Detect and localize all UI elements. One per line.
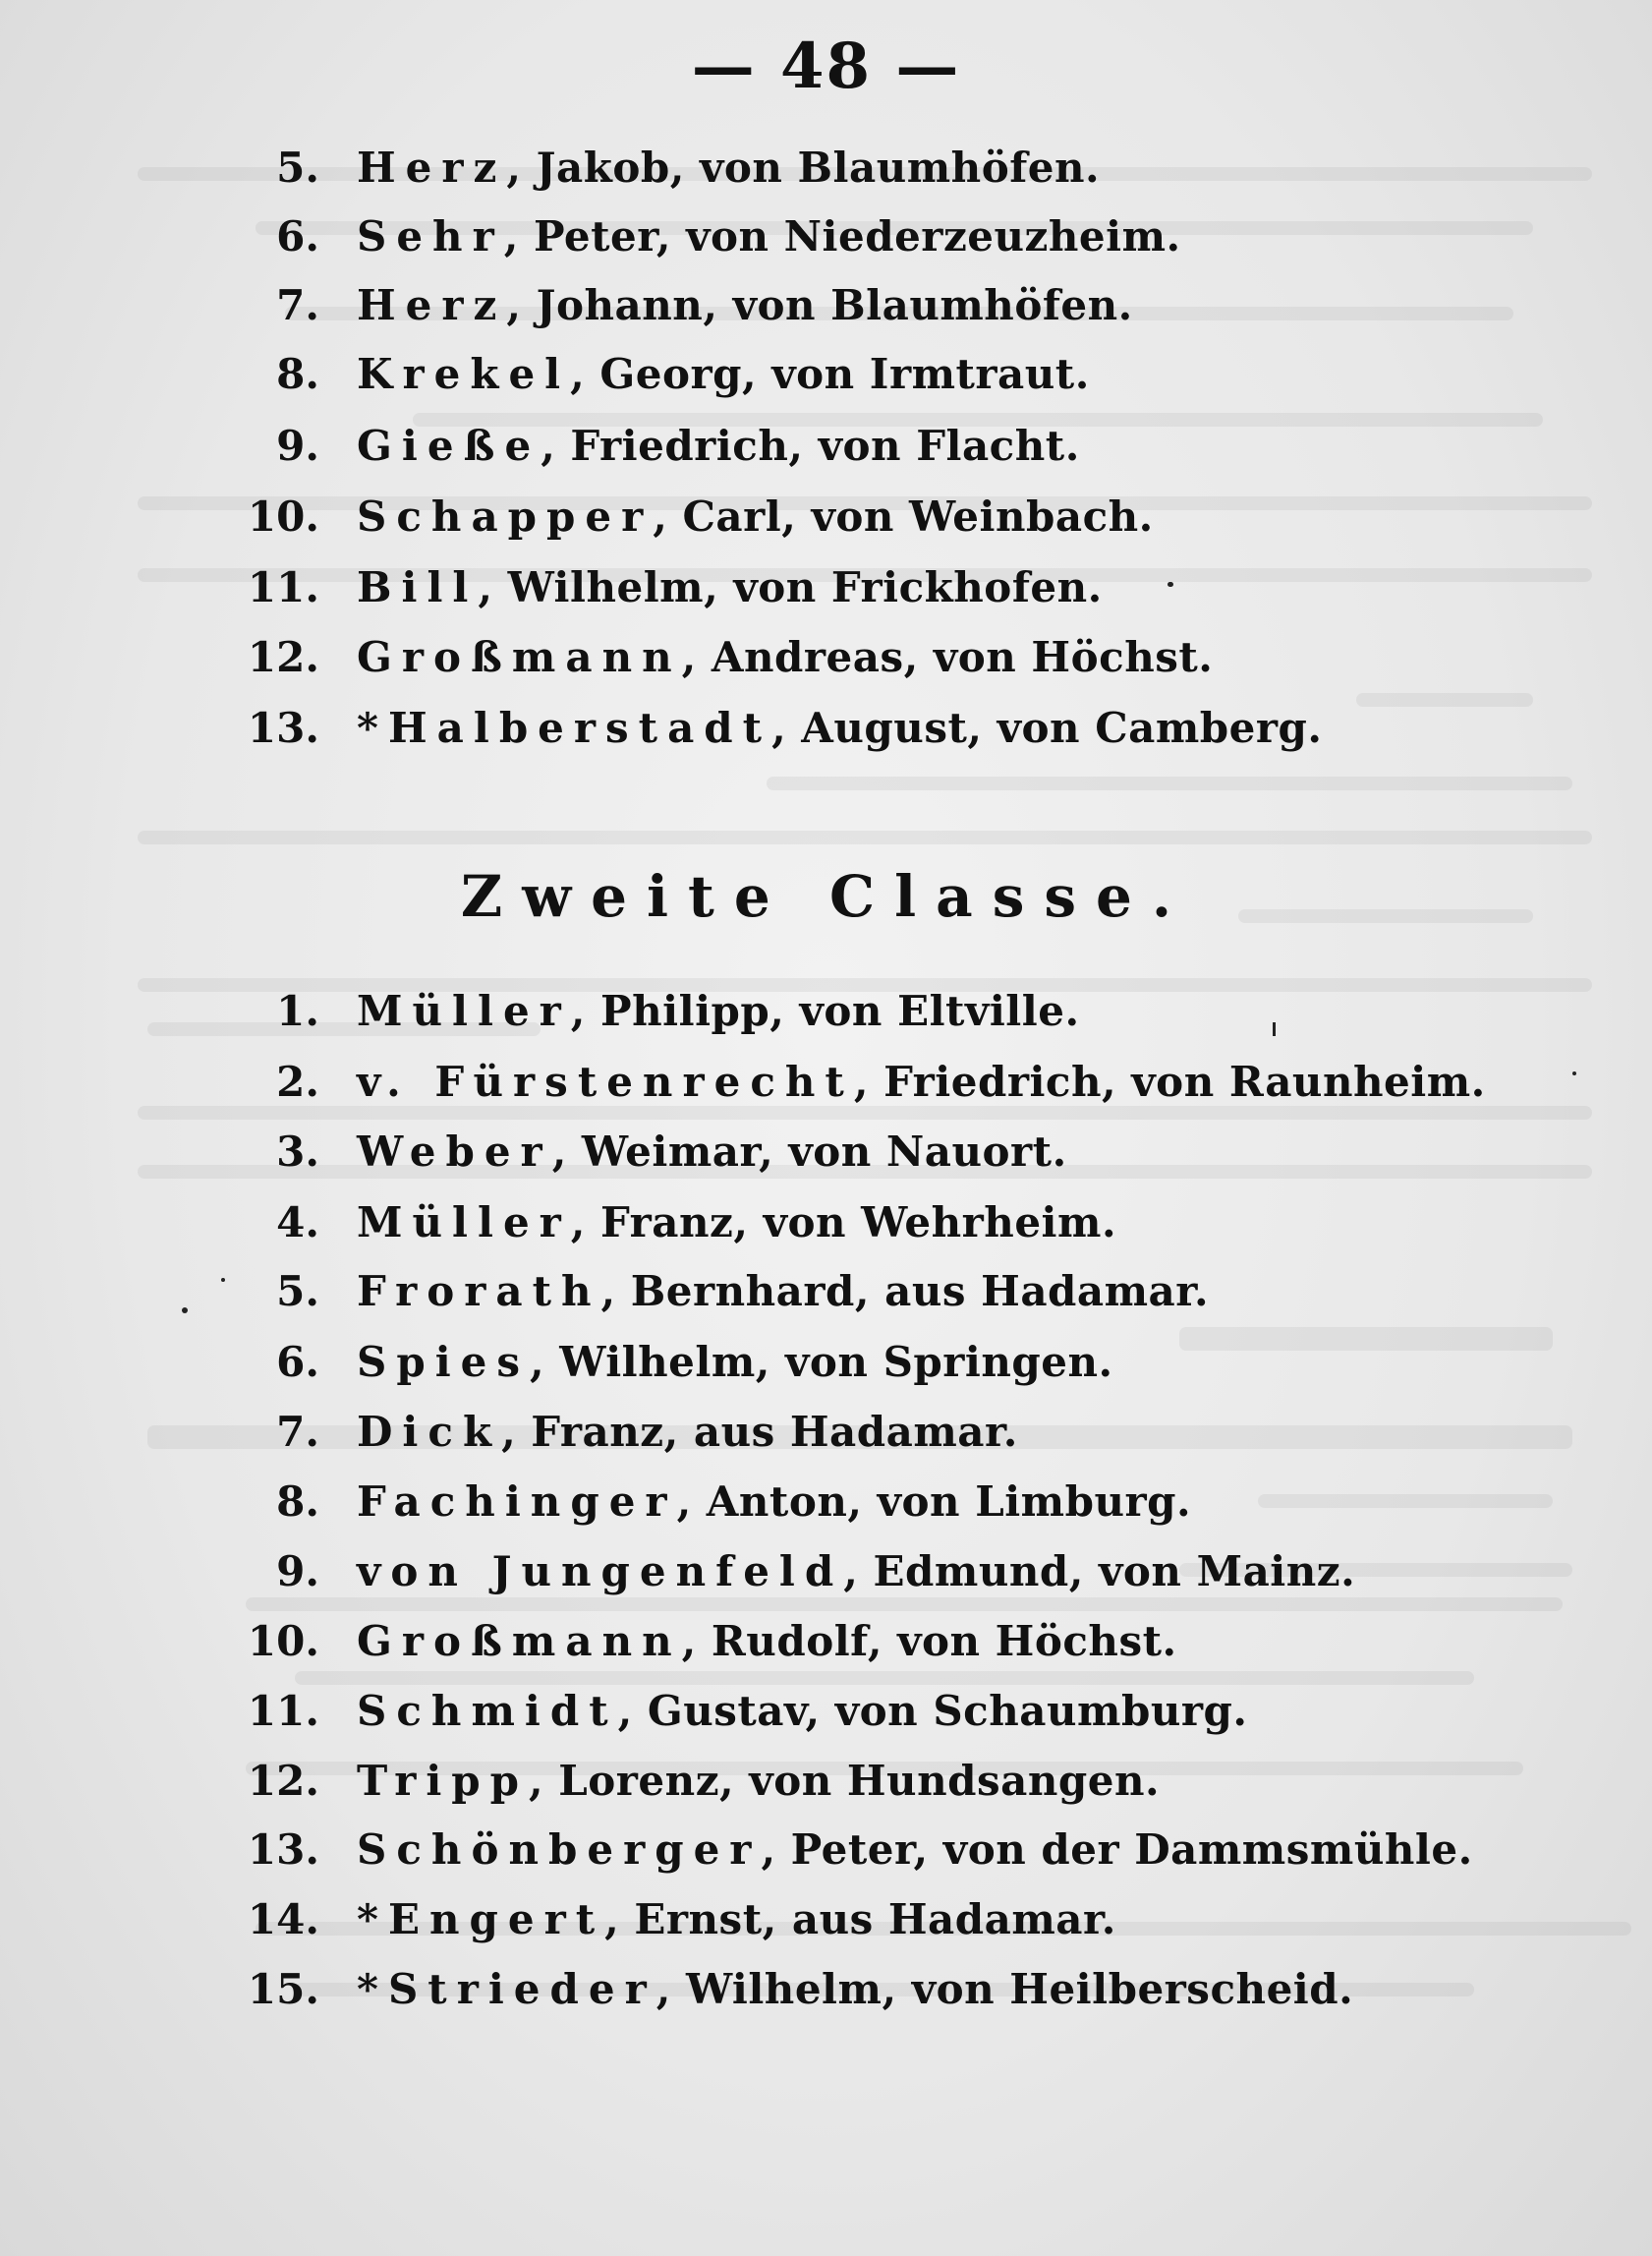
entry-surname: Herz (357, 280, 507, 329)
entry-number: 8. (276, 1476, 319, 1526)
list-item (246, 1746, 1160, 1815)
list-item (246, 202, 1181, 270)
entry-number: 2. (276, 1057, 319, 1106)
entry-details: , Weimar, von Nauort. (551, 1127, 1067, 1176)
entry-surname: Tripp (357, 1756, 530, 1805)
entry-details: , Friedrich, von Raunheim. (853, 1057, 1486, 1106)
list-item (246, 1606, 1177, 1675)
entry-number: 12. (247, 632, 319, 681)
entry-surname: Müller (357, 1197, 571, 1246)
entry-details: , Carl, von Weinbach. (653, 492, 1154, 541)
stray-ink-mark (1572, 1071, 1576, 1075)
entry-number: 10. (247, 492, 319, 541)
entry-surname: Schmidt (357, 1686, 618, 1735)
entry-number: 6. (276, 211, 319, 260)
list-item (246, 1047, 1486, 1116)
entry-number: 7. (276, 1407, 319, 1456)
list-item (246, 1117, 1067, 1186)
entry-surname: *Engert (357, 1894, 605, 1943)
entry-surname: von Jungenfeld (357, 1546, 844, 1595)
entry-surname: v. Fürstenrecht (357, 1057, 854, 1106)
entry-details: , August, von Camberg. (771, 703, 1323, 752)
entry-number: 5. (276, 1266, 319, 1315)
entry-details: , Georg, von Irmtraut. (570, 349, 1090, 398)
entry-surname: Schönberger (357, 1824, 762, 1874)
entry-details: , Anton, von Limburg. (676, 1476, 1192, 1526)
stray-ink-mark (221, 1278, 225, 1282)
list-item (246, 1954, 1353, 2023)
list-item (246, 1256, 1209, 1325)
entry-number: 8. (276, 349, 319, 398)
list-item (246, 482, 1154, 550)
entry-number: 10. (247, 1616, 319, 1665)
entry-surname: Dick (357, 1407, 502, 1456)
entry-surname: Herz (357, 143, 507, 192)
list-item (246, 1397, 1018, 1466)
list-item (246, 1327, 1113, 1396)
list-item (246, 552, 1103, 621)
list-item (246, 1884, 1116, 1953)
stray-ink-mark (1168, 582, 1173, 587)
entry-number: 9. (276, 1546, 319, 1595)
list-item (246, 133, 1100, 202)
entry-details: , Andreas, von Höchst. (681, 632, 1214, 681)
entry-details: , Jakob, von Blaumhöfen. (506, 143, 1101, 192)
list-item (246, 976, 1080, 1045)
entry-number: 11. (247, 1686, 319, 1735)
stray-ink-mark (1273, 1022, 1276, 1036)
entry-surname: Weber (357, 1127, 552, 1176)
entry-surname: Großmann (357, 632, 682, 681)
list-item (246, 270, 1133, 339)
page-number: — 48 — (691, 29, 961, 103)
entry-surname: Schapper (357, 492, 654, 541)
entry-surname: Müller (357, 986, 571, 1035)
entry-surname: Bill (357, 562, 479, 611)
entry-details: , Johann, von Blaumhöfen. (506, 280, 1133, 329)
entry-surname: Fachinger (357, 1476, 677, 1526)
list-item (246, 1536, 1355, 1605)
entry-details: , Gustav, von Schaumburg. (617, 1686, 1248, 1735)
entry-number: 4. (276, 1197, 319, 1246)
entry-details: , Lorenz, von Hundsangen. (529, 1756, 1161, 1805)
entry-surname: Gieße (357, 421, 541, 470)
entry-surname: Krekel (357, 349, 571, 398)
entry-details: , Friedrich, von Flacht. (541, 421, 1080, 470)
entry-details: , Rudolf, von Höchst. (681, 1616, 1177, 1665)
entry-surname: Spies (357, 1337, 531, 1386)
entry-number: 13. (247, 1824, 319, 1874)
entry-details: , Franz, von Wehrheim. (570, 1197, 1117, 1246)
list-item (246, 622, 1213, 691)
entry-surname: Großmann (357, 1616, 682, 1665)
entry-details: , Edmund, von Mainz. (843, 1546, 1356, 1595)
entry-number: 1. (276, 986, 319, 1035)
entry-number: 15. (247, 1964, 319, 2013)
section-heading: Zweite Classe. (460, 863, 1192, 930)
entry-details: , Philipp, von Eltville. (570, 986, 1080, 1035)
entry-number: 13. (247, 703, 319, 752)
entry-number: 7. (276, 280, 319, 329)
entry-details: , Wilhelm, von Frickhofen. (478, 562, 1103, 611)
list-item (246, 1467, 1191, 1535)
list-item (246, 339, 1090, 408)
entry-details: , Peter, von Niederzeuzheim. (503, 211, 1181, 260)
entry-details: , Bernhard, aus Hadamar. (600, 1266, 1210, 1315)
entry-details: , Peter, von der Dammsmühle. (761, 1824, 1473, 1874)
entry-details: , Wilhelm, von Heilberscheid. (655, 1964, 1354, 2013)
stray-ink-mark (182, 1307, 188, 1313)
entry-surname: Sehr (357, 211, 504, 260)
list-item (246, 1187, 1116, 1256)
list-item (246, 693, 1323, 762)
entry-details: , Wilhelm, von Springen. (530, 1337, 1113, 1386)
entry-details: , Franz, aus Hadamar. (501, 1407, 1018, 1456)
entry-surname: *Strieder (357, 1964, 656, 2013)
list-item (246, 1676, 1247, 1745)
list-item (246, 1815, 1473, 1883)
entry-number: 9. (276, 421, 319, 470)
entry-details: , Ernst, aus Hadamar. (604, 1894, 1116, 1943)
entry-number: 11. (247, 562, 319, 611)
entry-surname: *Halberstadt (357, 703, 772, 752)
entry-number: 12. (247, 1756, 319, 1805)
entry-number: 3. (276, 1127, 319, 1176)
entry-number: 14. (247, 1894, 319, 1943)
entry-number: 6. (276, 1337, 319, 1386)
entry-surname: Frorath (357, 1266, 601, 1315)
entry-number: 5. (276, 143, 319, 192)
list-item (246, 411, 1080, 480)
